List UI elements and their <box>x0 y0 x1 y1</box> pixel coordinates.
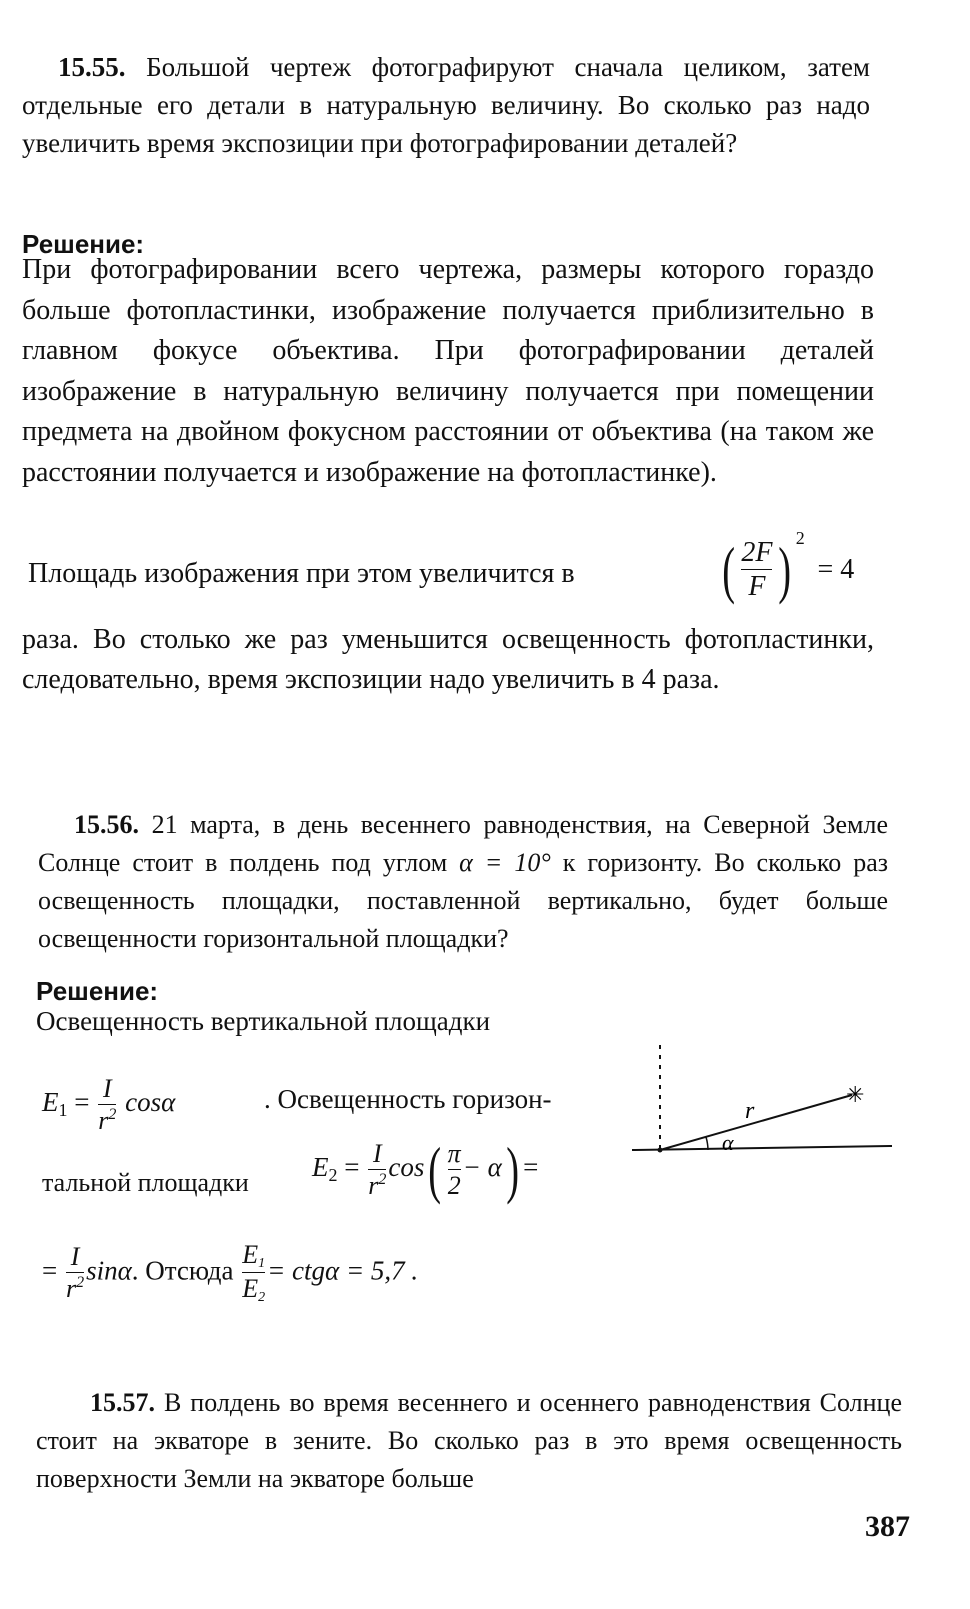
e1-subscript: 1 <box>58 1100 68 1121</box>
solution-label: Решение: <box>22 229 145 259</box>
conclusion-text: раза. Во столько же раз уменьшится освещенность фотопластинки, следовательно, время экспозиции надо увеличить в 4 раза. <box>22 624 874 695</box>
problem-15-57 <box>36 1384 902 1498</box>
problem-text: Большой чертеж фотографируют сначала целиком, затем отдельные его детали в натуральную величину. Во сколько раз надо увеличить время экспозиции при фотографировании деталей? <box>22 52 871 158</box>
sin-formula <box>42 1240 418 1306</box>
area-formula-line <box>28 528 878 608</box>
problem-number: 15.57. <box>90 1388 155 1417</box>
numerator: I <box>372 1139 382 1169</box>
equals: = <box>42 1255 58 1286</box>
solution-line-2: . Освещенность горизон- <box>264 1084 552 1114</box>
origin-point <box>658 1148 663 1153</box>
area-formula <box>718 528 854 603</box>
i-over-r2 <box>368 1139 386 1201</box>
exponent: 2 <box>378 1171 387 1188</box>
e1-subscript: 1 <box>258 1256 266 1271</box>
conclusion-15-55 <box>22 620 874 700</box>
problem-text: В полдень во время весеннего и осеннего равноденствия Солнце стоит на экваторе в зените. Во сколько раз в это время освещенность поверхности Земли на экваторе больше <box>36 1388 903 1493</box>
pi-over-2 <box>448 1139 461 1201</box>
equals: = <box>344 1152 360 1183</box>
right-paren: ) <box>778 533 792 605</box>
e2-symbol: E <box>242 1274 259 1304</box>
denominator: r <box>65 1274 77 1304</box>
numerator: π <box>447 1139 461 1169</box>
denominator: F <box>741 569 772 603</box>
equals: = <box>523 1152 539 1183</box>
numerator: I <box>102 1074 112 1103</box>
right-paren: ) <box>506 1134 519 1205</box>
cos-word: cos <box>388 1152 425 1183</box>
problem-number: 15.56. <box>74 810 139 839</box>
e1-formula-line <box>42 1054 622 1134</box>
exponent: 2 <box>795 528 805 548</box>
solution-text-15-55 <box>22 250 874 493</box>
i-over-r2 <box>98 1074 116 1136</box>
i-over-r2 <box>66 1242 84 1304</box>
ratio-formula-line <box>42 1232 622 1322</box>
angle-diagram <box>620 1040 910 1170</box>
left-paren: ( <box>722 533 736 605</box>
e2-symbol: E <box>312 1152 329 1183</box>
denominator: r <box>368 1171 379 1200</box>
ratio-result: = ctgα = 5,7 . <box>267 1255 419 1286</box>
solution-line-1: Освещенность вертикальной площадки <box>36 1006 491 1036</box>
e1-symbol: E <box>242 1240 259 1269</box>
numerator: 2F <box>741 536 773 568</box>
hence-text: . Отсюда <box>131 1255 234 1286</box>
page-number: 387 <box>865 1510 910 1543</box>
numerator: I <box>70 1242 80 1272</box>
problem-15-56 <box>38 806 888 958</box>
formula-result: = 4 <box>817 553 855 585</box>
star-icon: ✳ <box>846 1082 865 1107</box>
exponent: 2 <box>76 1274 85 1292</box>
left-paren: ( <box>428 1134 442 1205</box>
problem-text-after: к горизонту. Во сколько раз освещенность площадки, поставленной вертикально, будет больше освещенности горизонтальной площадки? <box>38 848 889 953</box>
equals: = <box>74 1087 90 1118</box>
minus-alpha: − α <box>462 1152 502 1183</box>
solution-label-15-56 <box>36 972 916 1010</box>
ray-line <box>660 1095 852 1150</box>
area-text: Площадь изображения при этом увеличится в <box>28 558 575 589</box>
denominator: 2 <box>447 1171 461 1200</box>
problem-text-before: 21 марта, в день весеннего равноденствия, на Северной Земле Солнце стоит в полдень под углом <box>38 810 889 877</box>
alpha-label: α <box>722 1130 734 1155</box>
denominator: r <box>98 1105 109 1135</box>
r-label: r <box>745 1098 755 1124</box>
fraction <box>741 537 772 603</box>
exponent: 2 <box>108 1105 117 1123</box>
e2-formula-line <box>42 1134 622 1228</box>
e2-subscript: 2 <box>328 1165 338 1186</box>
solution-paragraph: При фотографировании всего чертежа, размеры которого гораздо больше фотопластинки, изображение получается приблизительно в главном фокусе объектива. При фотографировании деталей изображение в натуральную величину получается при помещении предмета на двойном фокусном расстоянии от объектива (на таком же расстоянии получается и изображение на фотопластинке). <box>22 254 874 488</box>
e1-over-e2 <box>242 1240 265 1306</box>
solution-line-3: тальной площадки <box>42 1168 249 1197</box>
e1-formula <box>42 1074 175 1136</box>
e2-formula <box>312 1134 539 1205</box>
problem-number: 15.55. <box>58 52 126 82</box>
cos-alpha: cosα <box>125 1087 176 1118</box>
problem-15-55 <box>22 48 870 162</box>
angle-value: α = 10° <box>459 848 551 877</box>
sin-alpha: sinα <box>86 1255 132 1286</box>
e1-symbol: E <box>42 1087 59 1118</box>
e2-subscript: 2 <box>258 1290 266 1306</box>
solution-label: Решение: <box>36 976 159 1006</box>
